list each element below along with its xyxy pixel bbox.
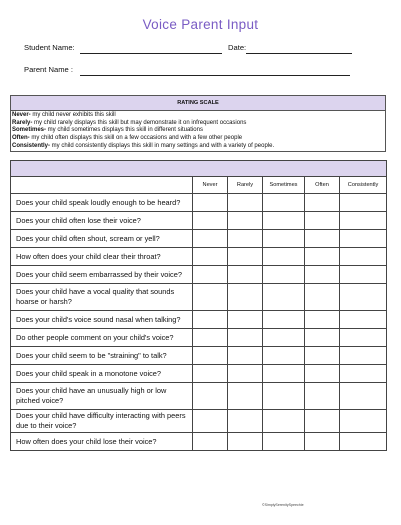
copyright-footer: ©SimplySerenitySpeechie [262, 503, 304, 507]
rating-scale-list [11, 111, 385, 151]
rating-term: Often- [12, 135, 30, 142]
table-row [11, 212, 387, 230]
question-text: Does your child often shout, scream or yell? [11, 230, 193, 248]
rating-cell-rarely[interactable] [228, 212, 263, 230]
rating-cell-often[interactable] [305, 212, 340, 230]
rating-cell-often[interactable] [305, 284, 340, 311]
date-line[interactable] [246, 53, 352, 54]
table-row [11, 266, 387, 284]
rating-cell-rarely[interactable] [228, 365, 263, 383]
question-text: Do other people comment on your child's voice? [11, 329, 193, 347]
rating-cell-sometimes[interactable] [263, 311, 305, 329]
rating-cell-consistently[interactable] [340, 230, 387, 248]
rating-cell-sometimes[interactable] [263, 410, 305, 433]
question-text: Does your child have difficulty interacting with peers due to their voice? [11, 410, 193, 433]
rating-cell-sometimes[interactable] [263, 329, 305, 347]
student-name-label: Student Name: [24, 43, 75, 52]
rating-description: my child never exhibits this skill [30, 112, 116, 118]
rating-cell-often[interactable] [305, 410, 340, 433]
rating-cell-never[interactable] [193, 212, 228, 230]
rating-description: my child sometimes displays this skill in different situations [46, 127, 203, 134]
rating-cell-never[interactable] [193, 248, 228, 266]
column-header-never: Never [193, 177, 228, 194]
rating-cell-often[interactable] [305, 365, 340, 383]
rating-cell-sometimes[interactable] [263, 266, 305, 284]
rating-cell-rarely[interactable] [228, 311, 263, 329]
rating-scale-item [12, 120, 384, 128]
rating-cell-never[interactable] [193, 284, 228, 311]
question-header-cell [11, 177, 193, 194]
rating-cell-never[interactable] [193, 194, 228, 212]
rating-term: Never- [12, 112, 31, 118]
table-row [11, 410, 387, 433]
rating-cell-sometimes[interactable] [263, 212, 305, 230]
rating-cell-never[interactable] [193, 365, 228, 383]
table-row [11, 433, 387, 451]
rating-description: my child consistently displays this skill in many settings and with a variety of people. [50, 142, 275, 149]
rating-cell-often[interactable] [305, 347, 340, 365]
rating-cell-never[interactable] [193, 410, 228, 433]
table-row [11, 230, 387, 248]
rating-cell-often[interactable] [305, 194, 340, 212]
rating-cell-rarely[interactable] [228, 347, 263, 365]
question-text: Does your child's voice sound nasal when talking? [11, 311, 193, 329]
question-text: Does your child speak loudly enough to be heard? [11, 194, 193, 212]
rating-term: Rarely- [12, 119, 33, 126]
rating-cell-often[interactable] [305, 383, 340, 410]
rating-description: my child rarely displays this skill but may demonstrate it on infrequent occasions [32, 119, 247, 126]
rating-cell-never[interactable] [193, 230, 228, 248]
rating-cell-rarely[interactable] [228, 230, 263, 248]
question-text: How often does your child clear their throat? [11, 248, 193, 266]
rating-cell-never[interactable] [193, 329, 228, 347]
rating-cell-never[interactable] [193, 266, 228, 284]
rating-cell-rarely[interactable] [228, 266, 263, 284]
table-row [11, 347, 387, 365]
rating-cell-rarely[interactable] [228, 410, 263, 433]
rating-cell-consistently[interactable] [340, 347, 387, 365]
rating-cell-consistently[interactable] [340, 383, 387, 410]
rating-cell-consistently[interactable] [340, 311, 387, 329]
rating-cell-often[interactable] [305, 311, 340, 329]
rating-cell-often[interactable] [305, 329, 340, 347]
rating-cell-consistently[interactable] [340, 266, 387, 284]
table-row [11, 248, 387, 266]
table-row [11, 194, 387, 212]
question-text: Does your child seem to be "straining" to talk? [11, 347, 193, 365]
rating-cell-consistently[interactable] [340, 365, 387, 383]
table-row [11, 383, 387, 410]
rating-scale-item [12, 143, 384, 151]
rating-cell-sometimes[interactable] [263, 365, 305, 383]
parent-name-line[interactable] [80, 75, 350, 76]
rating-cell-rarely[interactable] [228, 329, 263, 347]
table-row [11, 365, 387, 383]
rating-term: Consistently- [12, 142, 51, 149]
rating-scale-item [12, 127, 384, 135]
question-text: Does your child speak in a monotone voice? [11, 365, 193, 383]
table-row [11, 329, 387, 347]
rating-cell-sometimes[interactable] [263, 347, 305, 365]
table-header-row [11, 177, 387, 194]
date-label: Date: [228, 43, 247, 52]
rating-scale-box [10, 95, 386, 152]
rating-cell-never[interactable] [193, 311, 228, 329]
rating-cell-rarely[interactable] [228, 194, 263, 212]
rating-scale-item [12, 135, 384, 143]
rating-cell-never[interactable] [193, 347, 228, 365]
column-header-sometimes: Sometimes [263, 177, 305, 194]
rating-cell-rarely[interactable] [228, 433, 263, 451]
question-text: Does your child have a vocal quality that sounds hoarse or harsh? [11, 284, 193, 311]
rating-cell-consistently[interactable] [340, 410, 387, 433]
rating-cell-sometimes[interactable] [263, 230, 305, 248]
rating-cell-sometimes[interactable] [263, 194, 305, 212]
table-row [11, 311, 387, 329]
rating-cell-consistently[interactable] [340, 194, 387, 212]
rating-term: Sometimes- [12, 127, 47, 134]
rating-scale-heading: RATING SCALE [11, 96, 385, 111]
rating-cell-rarely[interactable] [228, 248, 263, 266]
rating-cell-often[interactable] [305, 433, 340, 451]
question-text: Does your child have an unusually high or low pitched voice? [11, 383, 193, 410]
rating-cell-sometimes[interactable] [263, 383, 305, 410]
rating-cell-never[interactable] [193, 383, 228, 410]
rating-cell-consistently[interactable] [340, 248, 387, 266]
rating-cell-sometimes[interactable] [263, 284, 305, 311]
column-header-rarely: Rarely [228, 177, 263, 194]
rating-cell-consistently[interactable] [340, 212, 387, 230]
question-text: Does your child seem embarrassed by their voice? [11, 266, 193, 284]
rating-cell-often[interactable] [305, 266, 340, 284]
rating-table [10, 160, 387, 451]
rating-cell-rarely[interactable] [228, 284, 263, 311]
student-name-line[interactable] [80, 53, 222, 54]
rating-description: my child often displays this skill on a few occasions and with a few other people [29, 135, 243, 142]
rating-cell-often[interactable] [305, 248, 340, 266]
rating-cell-consistently[interactable] [340, 433, 387, 451]
rating-cell-sometimes[interactable] [263, 433, 305, 451]
question-text: Does your child often lose their voice? [11, 212, 193, 230]
rating-scale-item [12, 112, 384, 120]
column-header-often: Often [305, 177, 340, 194]
rating-cell-sometimes[interactable] [263, 248, 305, 266]
table-row [11, 284, 387, 311]
question-text: How often does your child lose their voice? [11, 433, 193, 451]
rating-cell-never[interactable] [193, 433, 228, 451]
rating-cell-rarely[interactable] [228, 383, 263, 410]
rating-cell-consistently[interactable] [340, 284, 387, 311]
table-top-band [11, 161, 387, 177]
rating-cell-consistently[interactable] [340, 329, 387, 347]
parent-name-label: Parent Name : [24, 65, 73, 74]
rating-cell-often[interactable] [305, 230, 340, 248]
page-title: Voice Parent Input [142, 17, 259, 32]
column-header-consistently: Consistently [340, 177, 387, 194]
